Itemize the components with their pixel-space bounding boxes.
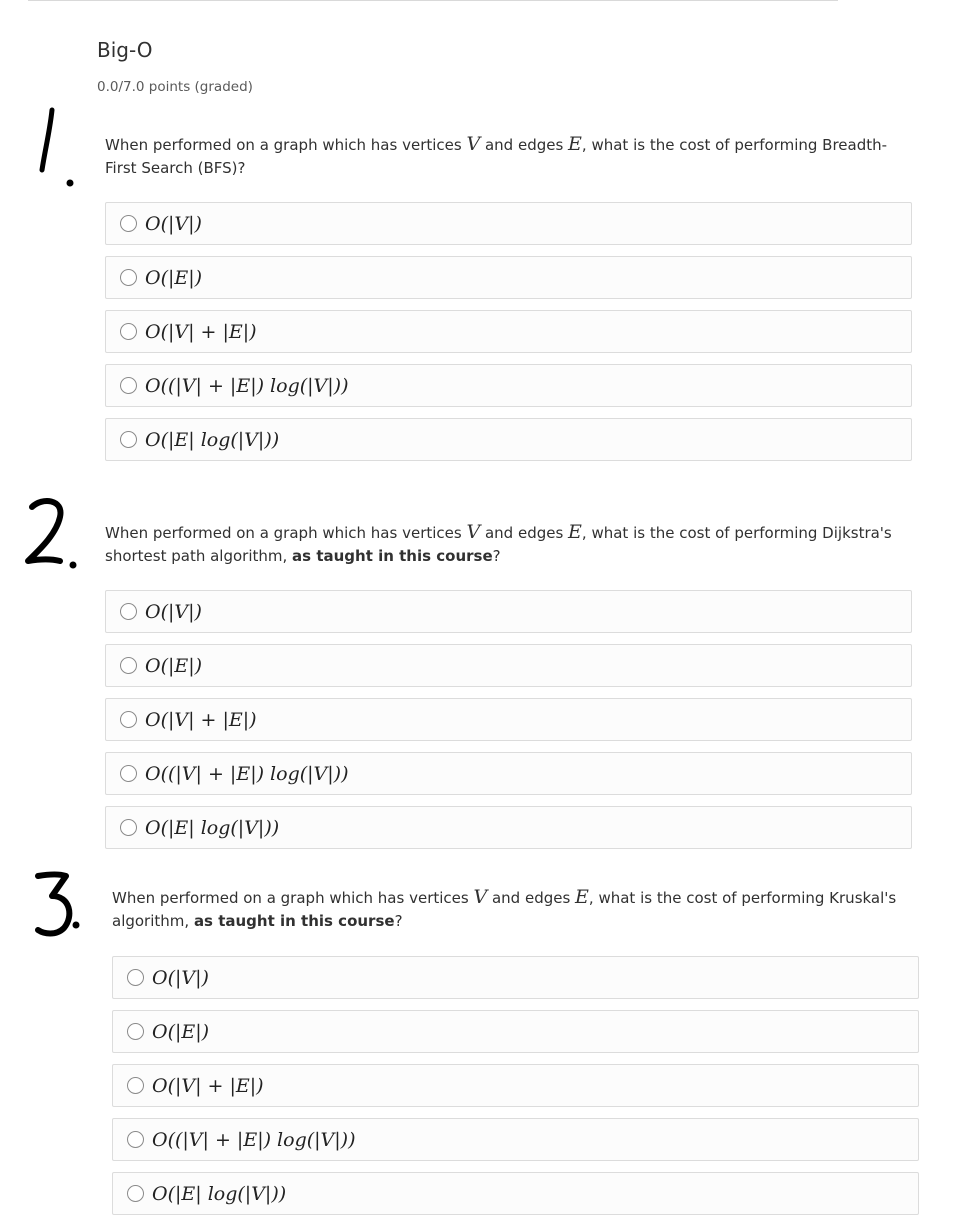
choice-label: O(|E| log(|V|)) — [145, 816, 280, 839]
q2-choice-2[interactable] — [105, 644, 912, 687]
choice-label: O(|E|) — [145, 654, 203, 677]
choice-label: O(|V| + |E|) — [145, 708, 257, 731]
q1-choice-5[interactable] — [105, 418, 912, 461]
question-2-text: When performed on a graph which has vertices V and edges E, what is the cost of performing Dijkstra's shortest path algorithm, as taught in this course? — [105, 521, 892, 565]
choice-label: O(|E| log(|V|)) — [152, 1182, 287, 1205]
q3-choice-2[interactable] — [112, 1010, 919, 1053]
radio-button[interactable] — [120, 377, 137, 394]
radio-button[interactable] — [120, 431, 137, 448]
radio-button[interactable] — [120, 657, 137, 674]
radio-button[interactable] — [120, 269, 137, 286]
radio-button[interactable] — [120, 819, 137, 836]
q3-choice-1[interactable] — [112, 956, 919, 999]
points-status: 0.0/7.0 points (graded) — [97, 79, 253, 95]
q1-choice-2[interactable] — [105, 256, 912, 299]
choice-label: O(|V| + |E|) — [152, 1074, 264, 1097]
choice-label: O((|V| + |E|) log(|V|)) — [145, 374, 349, 397]
choice-label: O(|E|) — [145, 266, 203, 289]
handwritten-numeral-1 — [30, 104, 80, 192]
q2-choice-3[interactable] — [105, 698, 912, 741]
radio-button[interactable] — [127, 1185, 144, 1202]
choice-label: O(|V|) — [145, 212, 202, 235]
q1-choice-3[interactable] — [105, 310, 912, 353]
choice-label: O(|E|) — [152, 1020, 210, 1043]
radio-button[interactable] — [127, 1023, 144, 1040]
top-divider — [28, 0, 838, 1]
q3-choice-3[interactable] — [112, 1064, 919, 1107]
radio-button[interactable] — [120, 603, 137, 620]
radio-button[interactable] — [120, 215, 137, 232]
q2-choice-4[interactable] — [105, 752, 912, 795]
choice-label: O(|V| + |E|) — [145, 320, 257, 343]
problem-title: Big-O — [97, 38, 153, 62]
radio-button[interactable] — [127, 969, 144, 986]
q1-choice-4[interactable] — [105, 364, 912, 407]
radio-button[interactable] — [127, 1131, 144, 1148]
choice-label: O((|V| + |E|) log(|V|)) — [152, 1128, 356, 1151]
choice-label: O(|V|) — [152, 966, 209, 989]
q1-choice-1[interactable] — [105, 202, 912, 245]
handwritten-numeral-2 — [20, 495, 84, 575]
q2-choice-5[interactable] — [105, 806, 912, 849]
choice-label: O((|V| + |E|) log(|V|)) — [145, 762, 349, 785]
radio-button[interactable] — [120, 323, 137, 340]
radio-button[interactable] — [120, 711, 137, 728]
q3-choice-4[interactable] — [112, 1118, 919, 1161]
question-3-text: When performed on a graph which has vertices V and edges E, what is the cost of performing Kruskal's algorithm, as taught in this course? — [112, 886, 897, 930]
handwritten-numeral-3 — [30, 866, 86, 946]
radio-button[interactable] — [127, 1077, 144, 1094]
radio-button[interactable] — [120, 765, 137, 782]
choice-label: O(|E| log(|V|)) — [145, 428, 280, 451]
choice-label: O(|V|) — [145, 600, 202, 623]
q3-choice-5[interactable] — [112, 1172, 919, 1215]
question-1-text: When performed on a graph which has vertices V and edges E, what is the cost of performing Breadth-First Search (BFS)? — [105, 133, 888, 177]
q2-choice-1[interactable] — [105, 590, 912, 633]
